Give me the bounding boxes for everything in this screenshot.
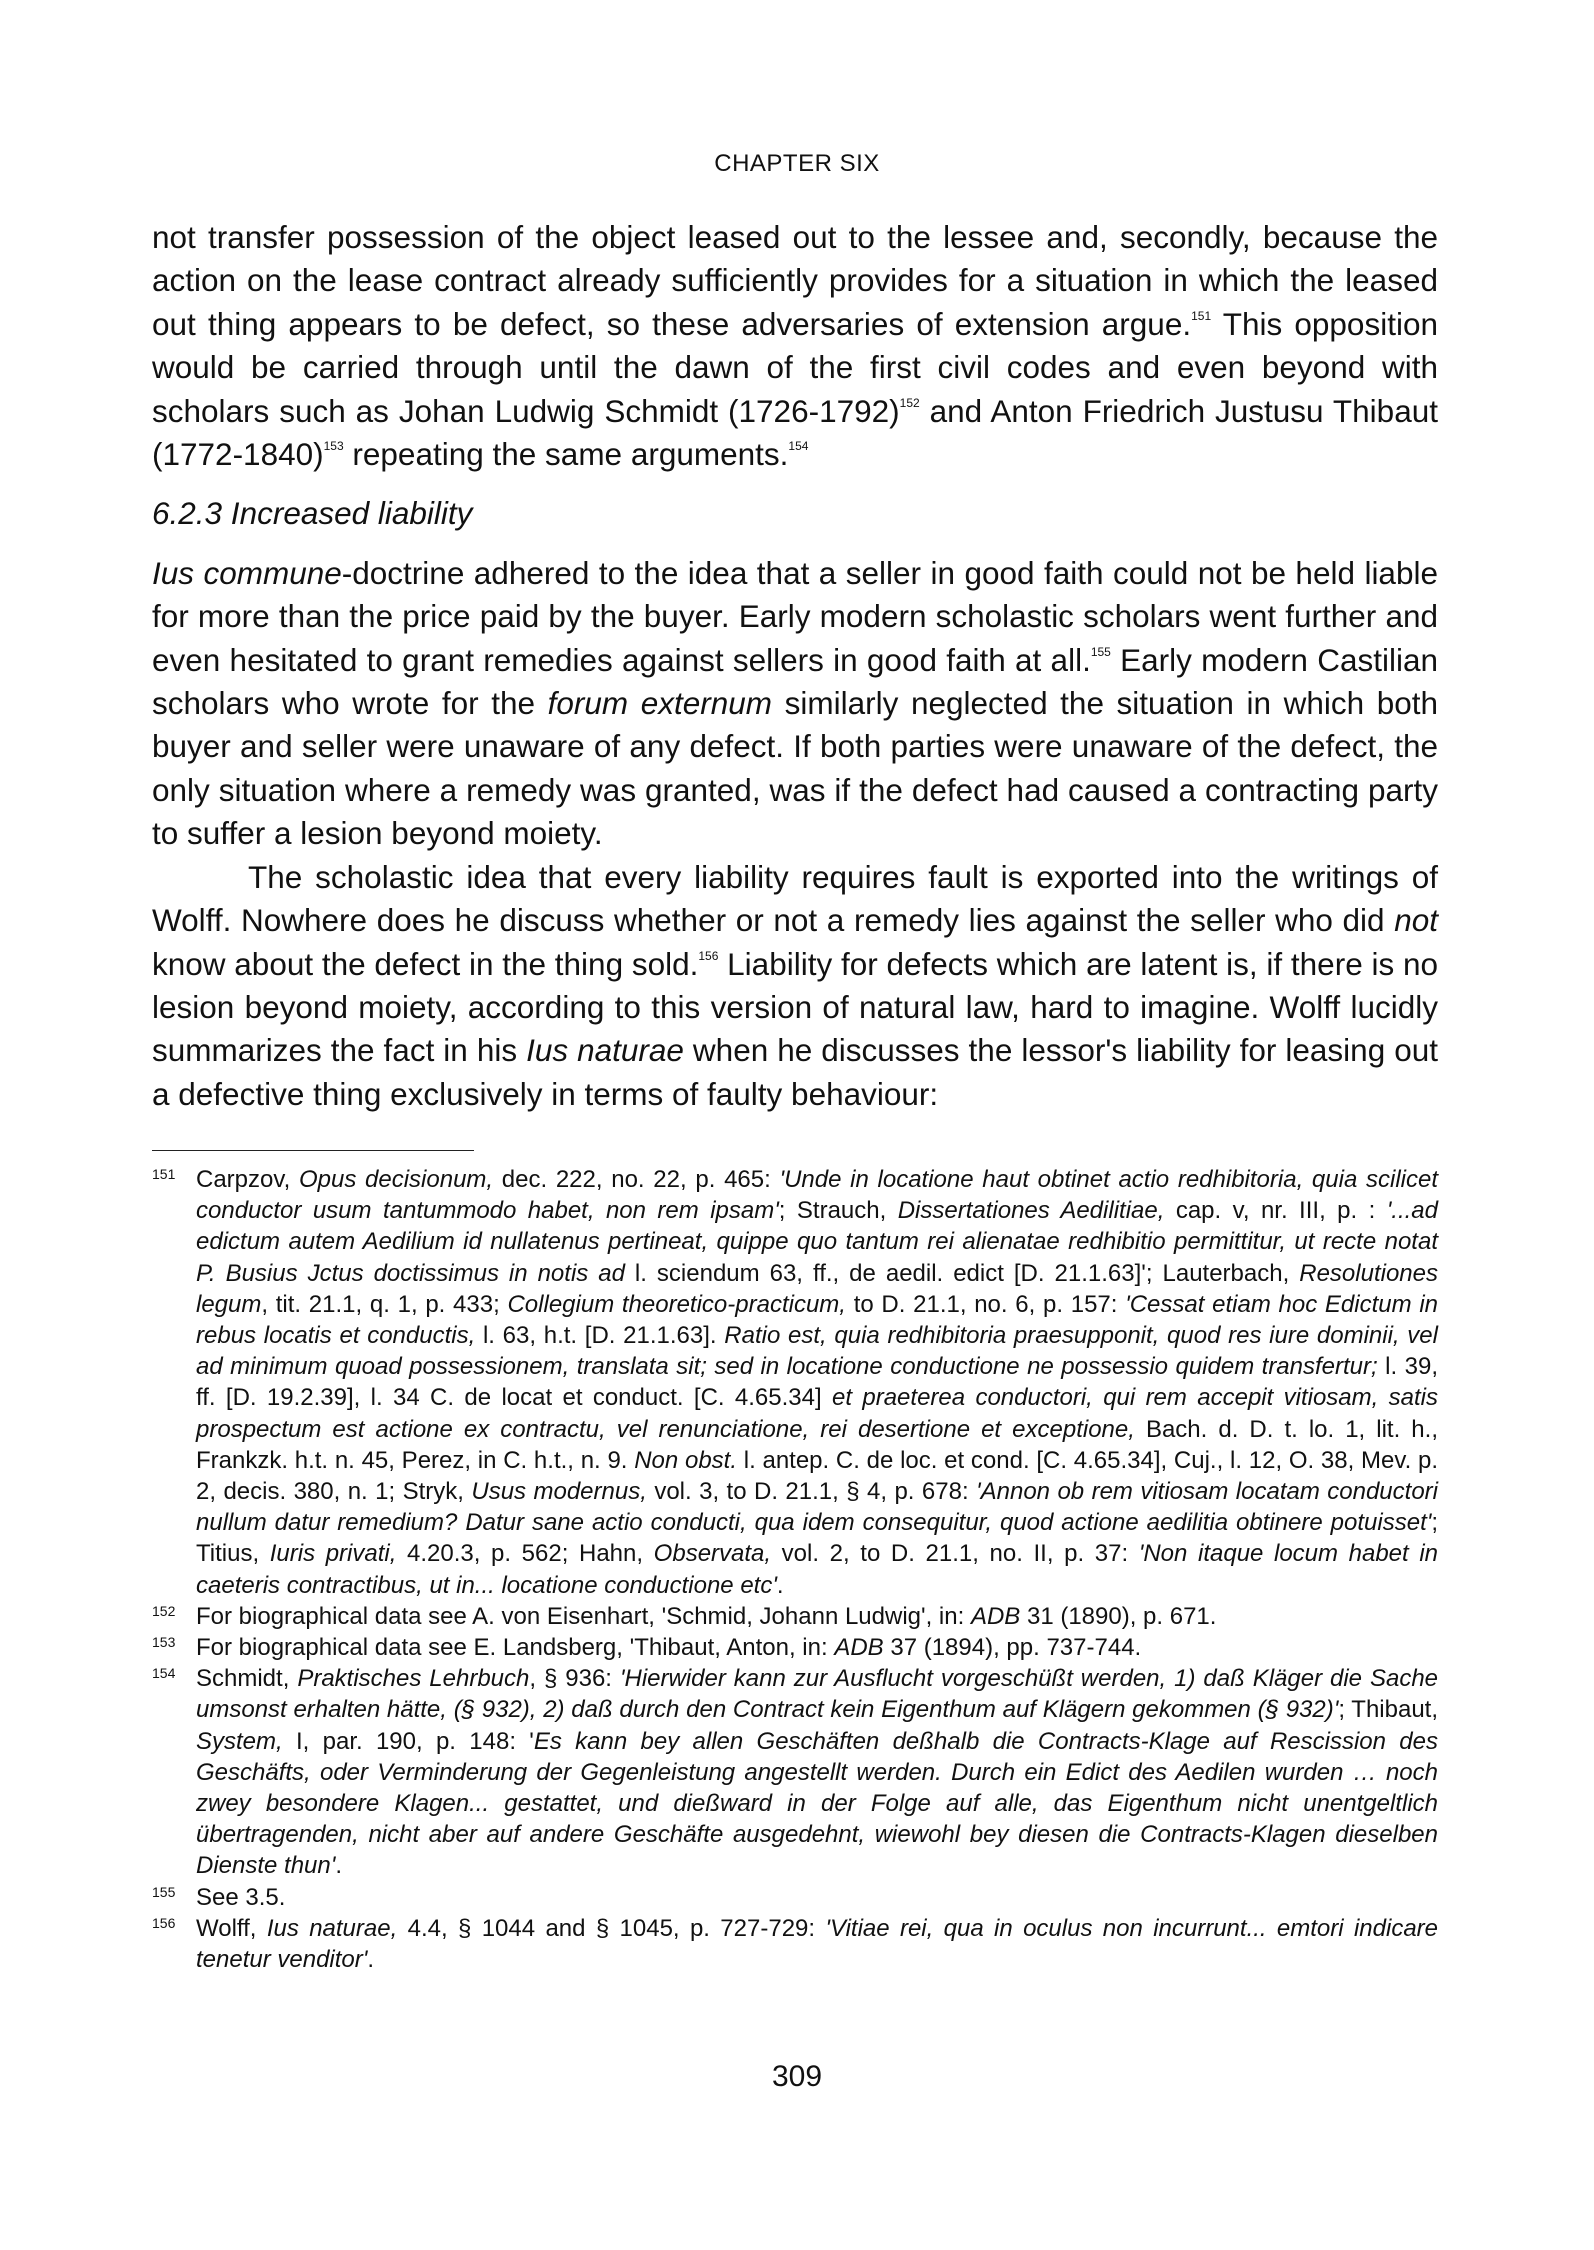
italic-run: ADB <box>834 1634 884 1662</box>
text-run: For biographical data see E. Landsberg, 'Thibaut, Anton, in: <box>196 1634 835 1662</box>
italic-run: et praeterea conductori, qui rem accepit vitiosam, satis prospectum est actione ex contractu, vel renunciatione, rei desertione et exceptione, <box>196 1384 1439 1443</box>
text-run: For biographical data see A. von Eisenhart, 'Schmid, Johann Ludwig', in: <box>196 1602 971 1630</box>
italic-run: not <box>1394 902 1438 939</box>
text-run: to D. 21.1, no. 6, p. 157: <box>845 1290 1126 1318</box>
italic-run: Ius naturae, <box>266 1914 398 1942</box>
footnote-ref-153[interactable]: 153 <box>323 439 344 454</box>
footnote-ref-155[interactable]: 155 <box>1090 644 1111 659</box>
footnote-ref-156[interactable]: 156 <box>698 948 719 963</box>
text-run: Bach. d. D. t. lo. 1, lit. h., Frankzk. h.t. n. 45, Perez, in C. h.t., n. 9. <box>196 1415 1438 1474</box>
italic-run: Ius commune <box>152 554 342 591</box>
text-run: ; Titius, <box>196 1509 1438 1568</box>
text-run: See 3.5. <box>196 1883 286 1911</box>
italic-run: Observata, <box>653 1540 772 1568</box>
body-text <box>152 216 1438 1116</box>
italic-run: Dissertationes Aedilitiae, <box>897 1197 1165 1225</box>
italic-run: System, <box>196 1727 283 1755</box>
text-run: not transfer possession of the object leased out to the lessee and, secondly, because the action on the lease contract already sufficiently provides for a situation in which the leased out thing appears to be defect, so these adversaries of extension argue. <box>152 219 1438 342</box>
footnote-152 <box>152 1601 1438 1632</box>
italic-run: 'Non itaque locum habet in caeteris contractibus, ut in... locatione conductione etc' <box>196 1540 1438 1599</box>
text-run: 4.4, § 1044 and § 1045, p. 727-729: <box>397 1914 826 1942</box>
italic-run: Collegium theoretico-practicum, <box>507 1290 846 1318</box>
footnotes <box>152 1164 1438 1975</box>
text-run: . <box>776 1571 784 1599</box>
text-run: l. 63, h.t. [D. 21.1.63]. <box>475 1322 725 1350</box>
footnote-154 <box>152 1663 1438 1881</box>
footnote-number: 155 <box>152 1883 176 1900</box>
text-run: Wolff, <box>196 1914 267 1942</box>
footnote-156 <box>152 1913 1438 1975</box>
text-run: ; Strauch, <box>778 1197 898 1225</box>
text-run: l. sciendum 63, ff., de aedil. edict [D. 21.1.63]'; Lauterbach, <box>624 1259 1300 1287</box>
italic-run: 'Cessat etiam hoc Edictum in rebus locatis et conductis, <box>196 1290 1439 1350</box>
footnote-153 <box>152 1632 1438 1663</box>
italic-run: Usus modernus, <box>471 1478 647 1506</box>
italic-run: Ratio est, quia redhibitoria praesupponit, quod res iure dominii, vel ad minimum quoad possessionem, translata sit; sed in locatione conductione ne possessio quidem transfertur; <box>196 1322 1438 1381</box>
text-run: l. antep. C. de loc. et cond. [C. 4.65.34], Cuj., l. 12, O. 38, Mev. p. 2, decis. 380, n. 1; Stryk, <box>196 1446 1438 1506</box>
text-run: . <box>335 1852 343 1880</box>
italic-run: 'Annon ob rem vitiosam locatam conductori nullum datur remedium? Datur sane actio conducti, qua idem consequitur, quod actione aedilitia obtinere potuisset' <box>196 1478 1438 1537</box>
italic-run: Non obst. <box>634 1446 737 1474</box>
footnote-ref-151[interactable]: 151 <box>1191 308 1212 323</box>
paragraph-3 <box>152 856 1438 1116</box>
text-run: vol. 2, to D. 21.1, no. II, p. 37: <box>771 1540 1139 1568</box>
text-run: ; Thibaut, <box>1338 1696 1439 1724</box>
page-number: 309 <box>771 2060 823 2093</box>
italic-run: Iuris privati, <box>269 1540 397 1568</box>
text-run: I, par. 190, p. 148: ' <box>282 1727 534 1755</box>
italic-run: ADB <box>970 1602 1021 1630</box>
footnote-number: 153 <box>152 1634 176 1651</box>
footnote-ref-152[interactable]: 152 <box>899 395 920 410</box>
footnote-ref-154[interactable]: 154 <box>788 439 809 454</box>
text-run: 4.20.3, p. 562; Hahn, <box>396 1540 654 1568</box>
text-run: repeating the same arguments. <box>343 436 789 473</box>
footnote-155 <box>152 1882 1438 1913</box>
italic-run: Opus decisionum, <box>298 1166 494 1193</box>
footnote-number: 154 <box>152 1665 176 1682</box>
paragraph-2 <box>152 552 1438 856</box>
text-run: vol. 3, to D. 21.1, § 4, p. 678: <box>646 1478 977 1506</box>
footnote-151 <box>152 1164 1438 1601</box>
text-run: The scholastic idea that every liability requires fault is exported into the writings of Wolff. Nowhere does he discuss whether or not a remedy lies against the seller who did <box>152 858 1438 939</box>
text-run: 37 (1894), pp. 737-744. <box>883 1634 1142 1662</box>
paragraph-1 <box>152 216 1438 476</box>
footnote-number: 152 <box>152 1602 176 1619</box>
italic-run: '...ad edictum autem Aedilium id nullatenus pertineat, quippe quo tantum rei alienatae redhibitio permittitur, ut recte notat P. Busius Jctus doctissimus in notis ad <box>196 1197 1438 1287</box>
italic-run: Ius naturae <box>526 1032 684 1069</box>
footnote-number: 156 <box>152 1914 176 1931</box>
italic-run: Praktisches Lehrbuch <box>297 1665 530 1693</box>
text-run: 31 (1890), p. 671. <box>1020 1602 1217 1630</box>
running-header: CHAPTER SIX <box>714 150 880 177</box>
text-run: -doctrine adhered to the idea that a seller in good faith could not be held liable for more than the price paid by the buyer. Early modern scholastic scholars went further and even hesitated to grant remedies against sellers in good faith at all. <box>152 554 1438 678</box>
footnote-number: 151 <box>152 1166 176 1182</box>
text-run: , § 936: <box>529 1665 620 1693</box>
text-run: , tit. 21.1, q. 1, p. 433; <box>261 1290 508 1318</box>
text-run: This opposition would be carried through until the dawn of the first civil codes and even beyond with scholars such as Johan Ludwig Schmidt (1726-1792) <box>152 305 1438 429</box>
section-heading: 6.2.3 Increased liability <box>152 495 473 532</box>
text-run: and Anton Friedrich Justusu Thibaut (1772-1840) <box>152 392 1438 473</box>
italic-run: Es kann bey allen Geschäften deßhalb die Contracts-Klage auf Rescission des Geschäfts, oder Verminderung der Gegenleistung angestellt werden. Durch ein Edict des Aedilen wurden … noch zwey besondere Klagen... gestattet, und dießward in der Folge auf alle, das Eigenthum nicht unentgeltlich übertragenden, nicht aber auf andere Geschäfte ausgedehnt, wiewohl bey diesen die Contracts-Klagen dieselben Dienste thun' <box>196 1727 1438 1880</box>
text-run: Schmidt, <box>196 1665 298 1693</box>
italic-run: Resolutiones legum <box>196 1259 1438 1318</box>
italic-run: 'Hierwider kann zur Ausflucht vorgeschüßt werden, 1) daß Kläger die Sache umsonst erhalten hätte, (§ 932), 2) daß durch den Contract kein Eigenthum auf Klägern gekommen (§ 932)' <box>196 1665 1439 1724</box>
footnote-separator <box>152 1150 474 1151</box>
text-run: Carpzov, <box>196 1166 299 1193</box>
text-run: similarly neglected the situation in which both buyer and seller were unaware of any defect. If both parties were unaware of the defect, the only situation where a remedy was granted, was if the defect had caused a contracting party to suffer a lesion beyond moiety. <box>152 685 1439 852</box>
text-run: when he discusses the lessor's liability for leasing out a defective thing exclusively in terms of faulty behaviour: <box>152 1032 1438 1112</box>
text-run: know about the defect in the thing sold. <box>152 945 699 982</box>
italic-run: 'Unde in locatione haut obtinet actio redhibitoria, quia scilicet conductor usum tantummodo habet, non rem ipsam' <box>196 1166 1439 1225</box>
text-run: Early modern Castilian scholars who wrote for the <box>152 641 1438 722</box>
text-run: dec. 222, no. 22, p. 465: <box>493 1166 780 1193</box>
text-run: Liability for defects which are latent is, if there is no lesion beyond moiety, according to this version of natural law, hard to imagine. Wolff lucidly summarizes the fact in his <box>152 945 1438 1069</box>
italic-run: 'Vitiae rei, qua in oculus non incurrunt... emtori indicare tenetur venditor' <box>196 1914 1439 1974</box>
text-run: l. 39, ff. [D. 19.2.39], l. 34 C. de locat et conduct. [C. 4.65.34] <box>196 1353 1438 1412</box>
text-run: . <box>367 1946 375 1974</box>
text-run: cap. v, nr. III, p. : <box>1164 1197 1387 1225</box>
italic-run: forum externum <box>547 685 773 722</box>
